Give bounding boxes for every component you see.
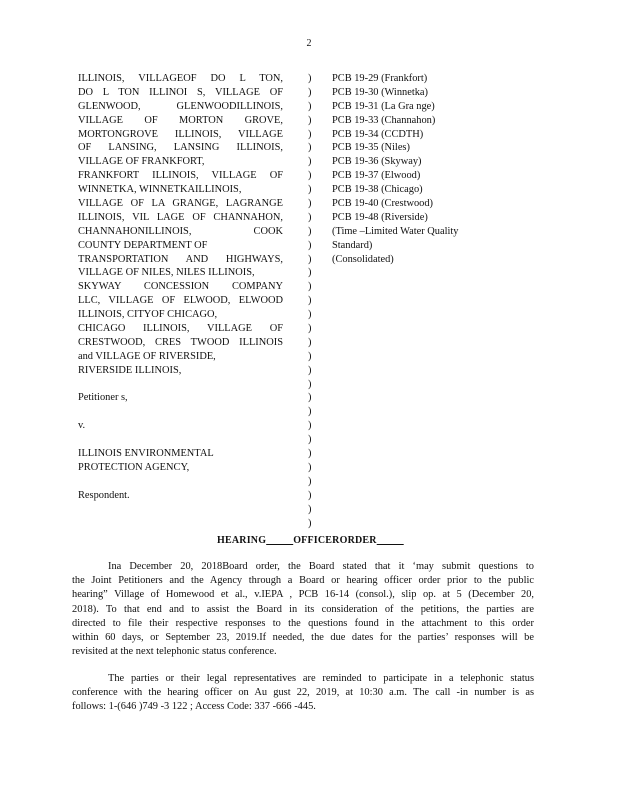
- petitioner-line: FRANKFORT ILLINOIS, VILLAGE OF: [78, 170, 283, 182]
- paragraph-line: directed to file their respective responses to the questions found in the attachment to this order: [72, 617, 534, 629]
- case-number: PCB 19-40 (Crestwood): [332, 198, 434, 210]
- caption-parties: [78, 72, 283, 503]
- case-number: PCB 19-37 (Elwood): [332, 170, 421, 182]
- petitioner-line: TRANSPORTATION AND HIGHWAYS,: [78, 253, 283, 265]
- petitioner-line: OF LANSING, LANSING ILLINOIS,: [78, 142, 283, 154]
- petitioner-line: WINNETKA, WINNETKAILLINOIS,: [78, 184, 242, 196]
- paragraph-line: within 60 days, or September 23, 2019.If needed, the due dates for the parties’ responses will be: [72, 631, 534, 643]
- versus: v.: [78, 420, 86, 432]
- case-number: PCB 19-31 (La Gra nge): [332, 100, 435, 112]
- respondent-label: Respondent.: [78, 489, 130, 501]
- petitioner-line: VILLAGE OF NILES, NILES ILLINOIS,: [78, 267, 255, 279]
- paragraph-line: revisited at the next telephonic status conference.: [72, 646, 277, 658]
- petitioner-line: MORTONGROVE ILLINOIS, VILLAGE: [78, 128, 283, 140]
- petitioner-line: ILLINOIS, CITYOF CHICAGO,: [78, 309, 218, 321]
- petitioner-line: RIVERSIDE ILLINOIS,: [78, 364, 182, 376]
- case-note: (Time –Limited Water Quality: [332, 225, 459, 237]
- petitioner-line: VILLAGE OF MORTON GROVE,: [78, 114, 283, 126]
- petitioner-line: COUNTY DEPARTMENT OF: [78, 239, 208, 251]
- respondent-line: ILLINOIS ENVIRONMENTAL: [78, 448, 214, 460]
- paragraph-line: follows: 1-(646 )749 -3 122 ; Access Code: 337 -666 -445.: [72, 701, 316, 713]
- consolidated-label: (Consolidated): [332, 253, 394, 265]
- case-number: PCB 19-29 (Frankfort): [332, 73, 428, 84]
- petitioner-line: CHANNAHONILLINOIS, COOK: [78, 225, 283, 237]
- petitioner-line: SKYWAY CONCESSION COMPANY: [78, 281, 283, 293]
- paragraph-line: hearing” Village of Homewood et al., v.IEPA , PCB 16-14 (consol.), slip op. at 5 (December 20,: [72, 589, 534, 601]
- order-paragraph-1: [72, 560, 534, 659]
- petitioner-line: VILLAGE OF FRANKFORT,: [78, 156, 205, 168]
- case-numbers: [332, 72, 482, 266]
- case-number: PCB 19-36 (Skyway): [332, 156, 422, 168]
- petitioner-line: LLC, VILLAGE OF ELWOOD, ELWOOD: [78, 295, 283, 307]
- order-paragraph-2: [72, 672, 534, 715]
- paragraph-line: 2018). To that end and to assist the Board in its consideration of the petitions, the parties are: [72, 603, 534, 615]
- case-note: Standard): [332, 239, 373, 251]
- case-number: PCB 19-35 (Niles): [332, 142, 410, 154]
- petitioner-line: CRESTWOOD, CRES TWOOD ILLINOIS: [78, 336, 283, 348]
- paragraph-line: conference with the hearing officer on Au gust 22, 2019, at 10:30 a.m. The call -in number is as: [72, 687, 534, 699]
- caption-parentheses: ) ) ) ) ) ) ) ) ) ) ) ) ) ) ) ) ) ) ) ) ) ) ) ) ) ) ) ) ) ) ) ) ): [308, 73, 312, 529]
- case-number: PCB 19-33 (Channahon): [332, 114, 436, 126]
- case-number: PCB 19-48 (Riverside): [332, 211, 428, 223]
- petitioner-line: DO L TON ILLINOI S, VILLAGE OF: [78, 86, 283, 98]
- respondent-line: PROTECTION AGENCY,: [78, 461, 190, 473]
- petitioner-line: GLENWOOD, GLENWOODILLINOIS,: [78, 100, 283, 112]
- petitioner-line: ILLINOIS, VIL LAGE OF CHANNAHON,: [78, 211, 283, 223]
- case-number: PCB 19-30 (Winnetka): [332, 86, 428, 98]
- case-number: PCB 19-34 (CCDTH): [332, 128, 424, 140]
- paragraph-line: The parties or their legal representatives are reminded to participate in a telephonic status: [108, 673, 534, 684]
- petitioner-label: Petitioner s,: [78, 392, 128, 404]
- page-number: 2: [306, 38, 312, 49]
- order-heading: HEARING OFFICERORDER: [217, 535, 377, 546]
- paragraph-line: the Joint Petitioners and the Agency through a Board or hearing officer order prior to the public: [72, 575, 534, 587]
- petitioner-line: CHICAGO ILLINOIS, VILLAGE OF: [78, 323, 283, 335]
- paragraph-line: Ina December 20, 2018Board order, the Board stated that it ‘may submit questions to: [108, 561, 534, 572]
- petitioner-line: and VILLAGE OF RIVERSIDE,: [78, 350, 216, 362]
- case-number: PCB 19-38 (Chicago): [332, 184, 423, 196]
- petitioner-line: VILLAGE OF LA GRANGE, LAGRANGE: [78, 198, 283, 210]
- petitioner-line: ILLINOIS, VILLAGEOF DO L TON,: [78, 73, 283, 84]
